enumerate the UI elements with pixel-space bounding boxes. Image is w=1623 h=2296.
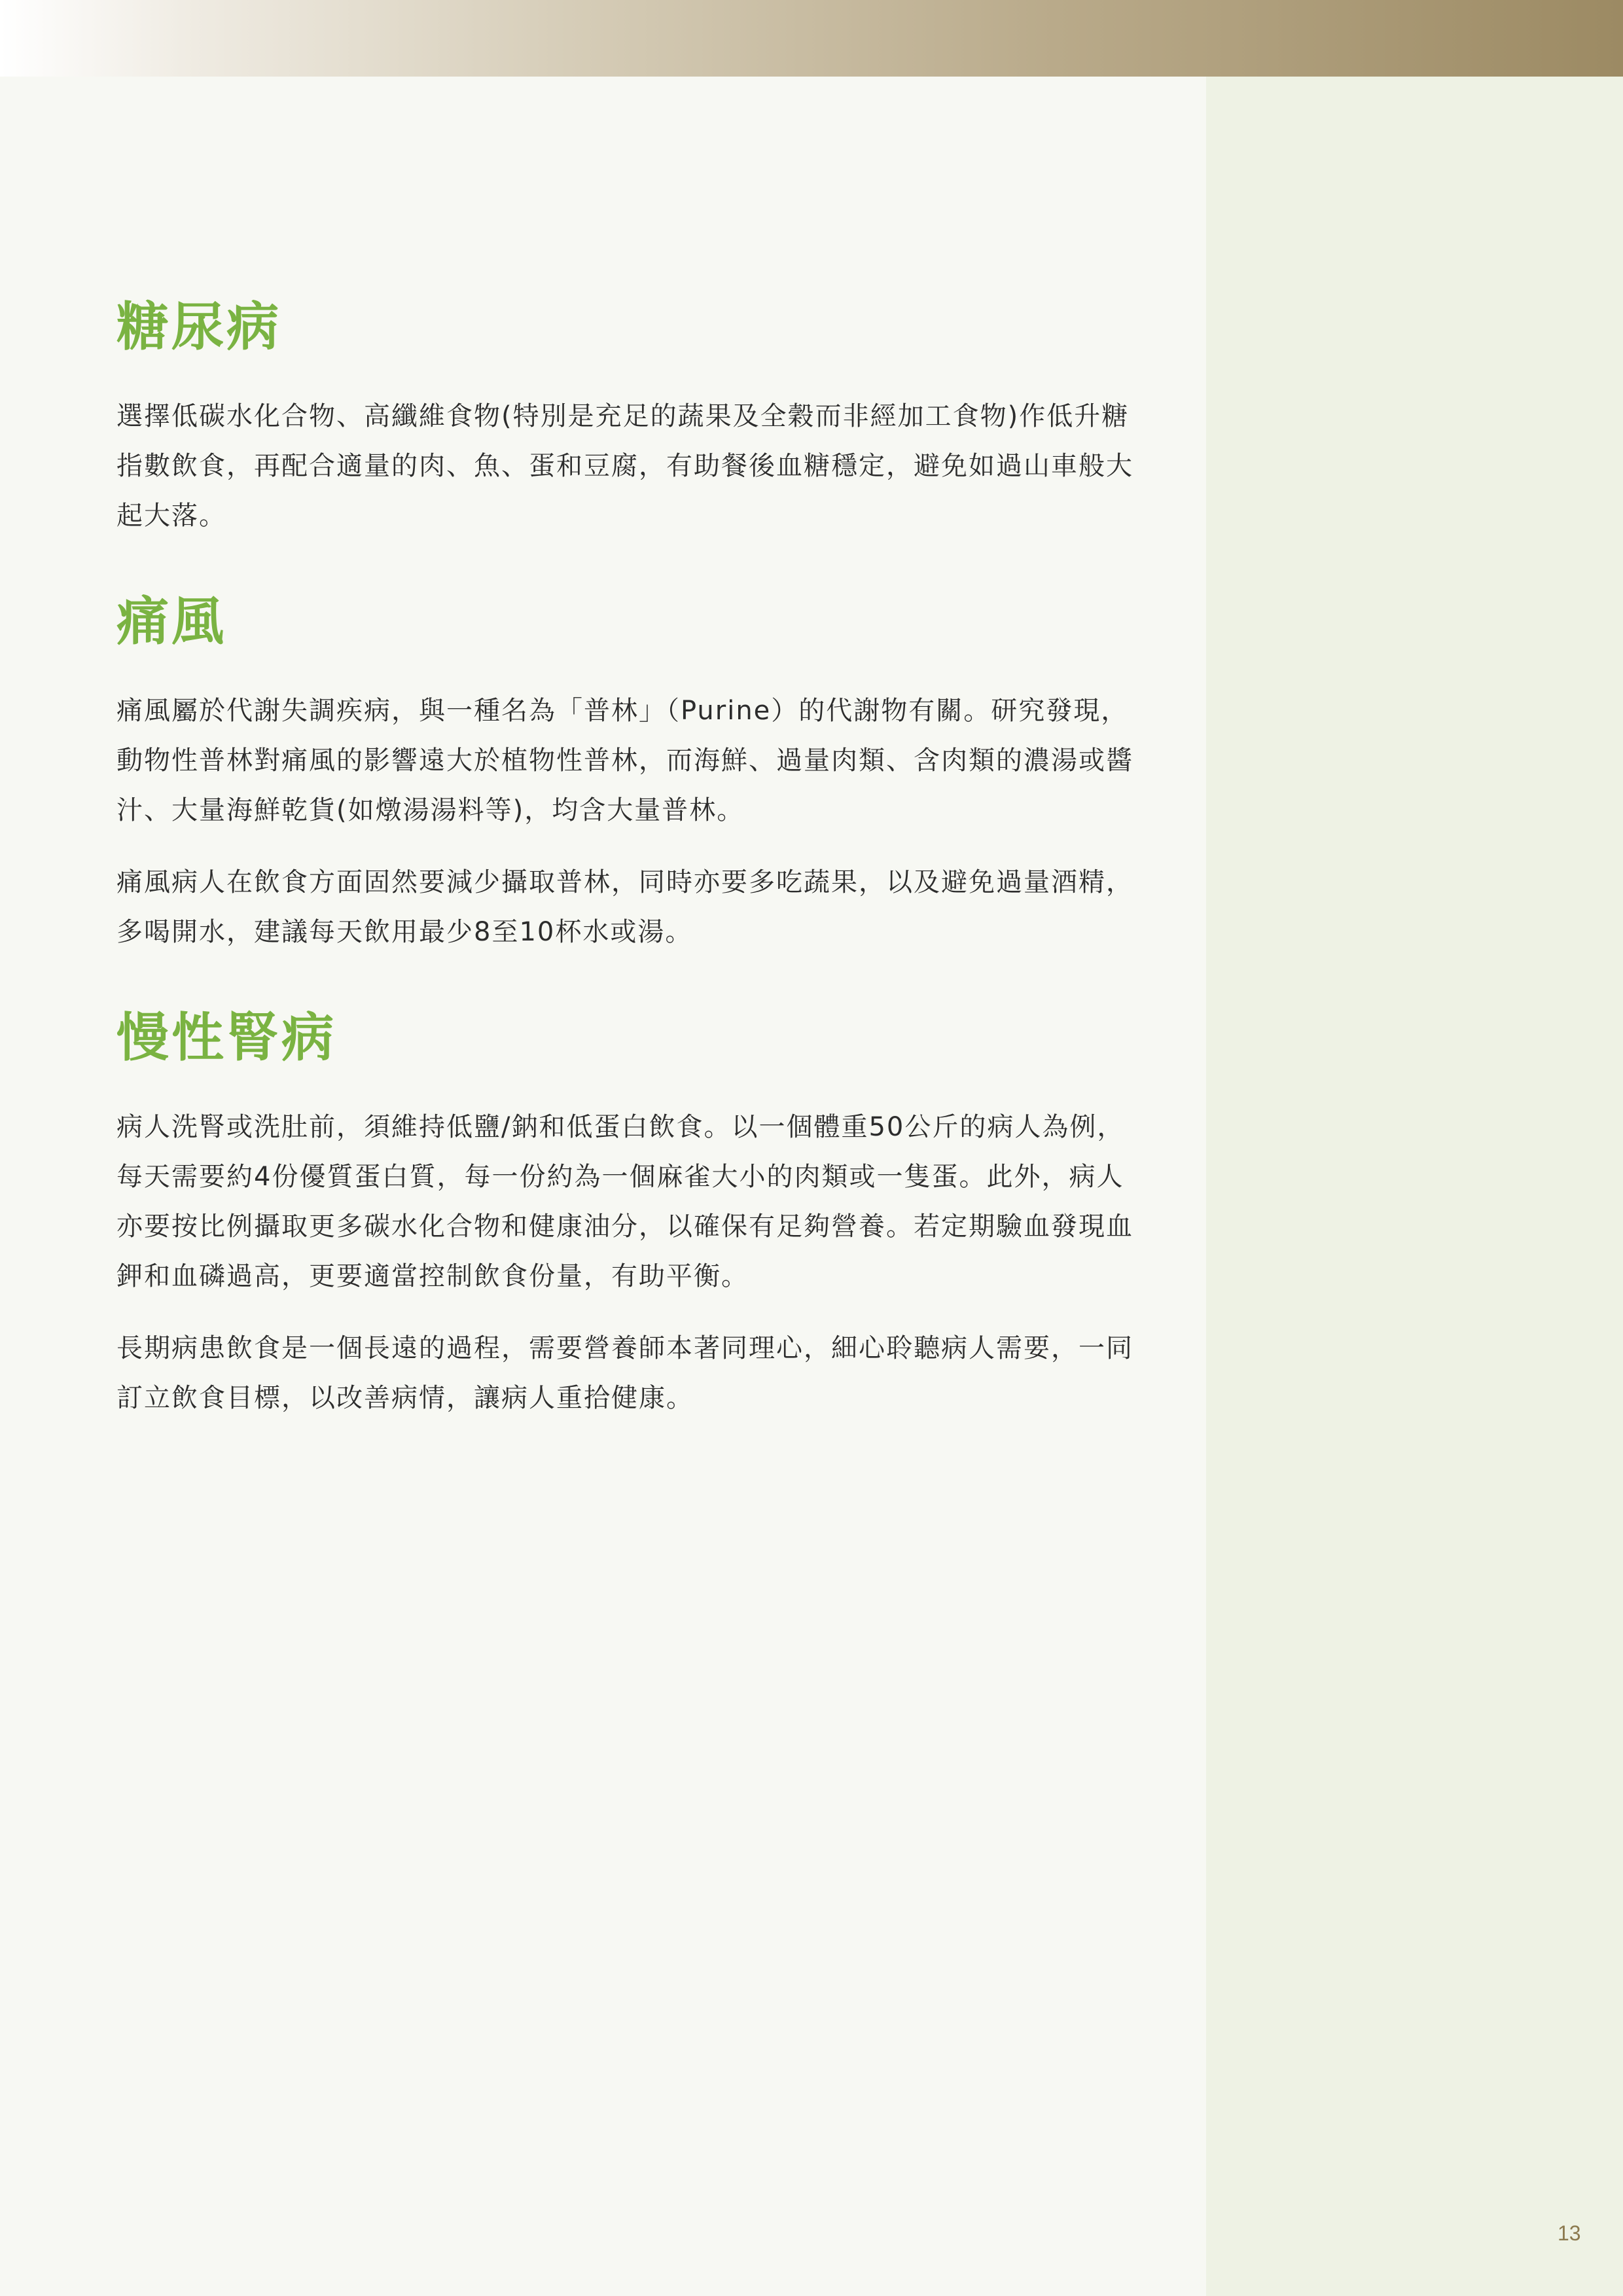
- paragraph-ckd-2: 長期病患飲食是一個長遠的過程，需要營養師本著同理心，細心聆聽病人需要，一同訂立飲食目標，以改善病情，讓病人重拾健康。: [116, 1333, 1133, 1413]
- paragraph-ckd-1: 病人洗腎或洗肚前，須維持低鹽/鈉和低蛋白飲食。以一個體重50公斤的病人為例，每天需要約4份優質蛋白質，每一份約為一個麻雀大小的肉類或一隻蛋。此外，病人亦要按比例攝取更多碳水化合物和健康油分，以確保有足夠營養。若定期驗血發現血鉀和血磷過高，更要適當控制飲食份量，有助平衡。: [116, 1112, 1133, 1291]
- article-body: [116, 288, 1150, 1423]
- header-gradient-bar: [0, 0, 1623, 77]
- paragraph-diabetes: 選擇低碳水化合物、高纖維食物(特別是充足的蔬果及全穀而非經加工食物)作低升糖指數飲食，再配合適量的肉、魚、蛋和豆腐，有助餐後血糖穩定，避免如過山車般大起大落。: [116, 401, 1133, 531]
- heading-diabetes: 糖尿病: [116, 296, 281, 357]
- paragraph-gout-2: 痛風病人在飲食方面固然要減少攝取普林，同時亦要多吃蔬果，以及避免過量酒精，多喝開水，建議每天飲用最少8至10杯水或湯。: [116, 867, 1133, 947]
- heading-gout: 痛風: [116, 591, 226, 652]
- page-number: 13: [1558, 2221, 1581, 2245]
- heading-chronic-kidney-disease: 慢性腎病: [116, 1007, 336, 1068]
- paragraph-gout-1: 痛風屬於代謝失調疾病，與一種名為「普林」（Purine）的代謝物有關。研究發現，動物性普林對痛風的影響遠大於植物性普林，而海鮮、過量肉類、含肉類的濃湯或醬汁、大量海鮮乾貨(如燉湯湯料等)，均含大量普林。: [116, 696, 1133, 825]
- side-panel: [1206, 77, 1623, 2296]
